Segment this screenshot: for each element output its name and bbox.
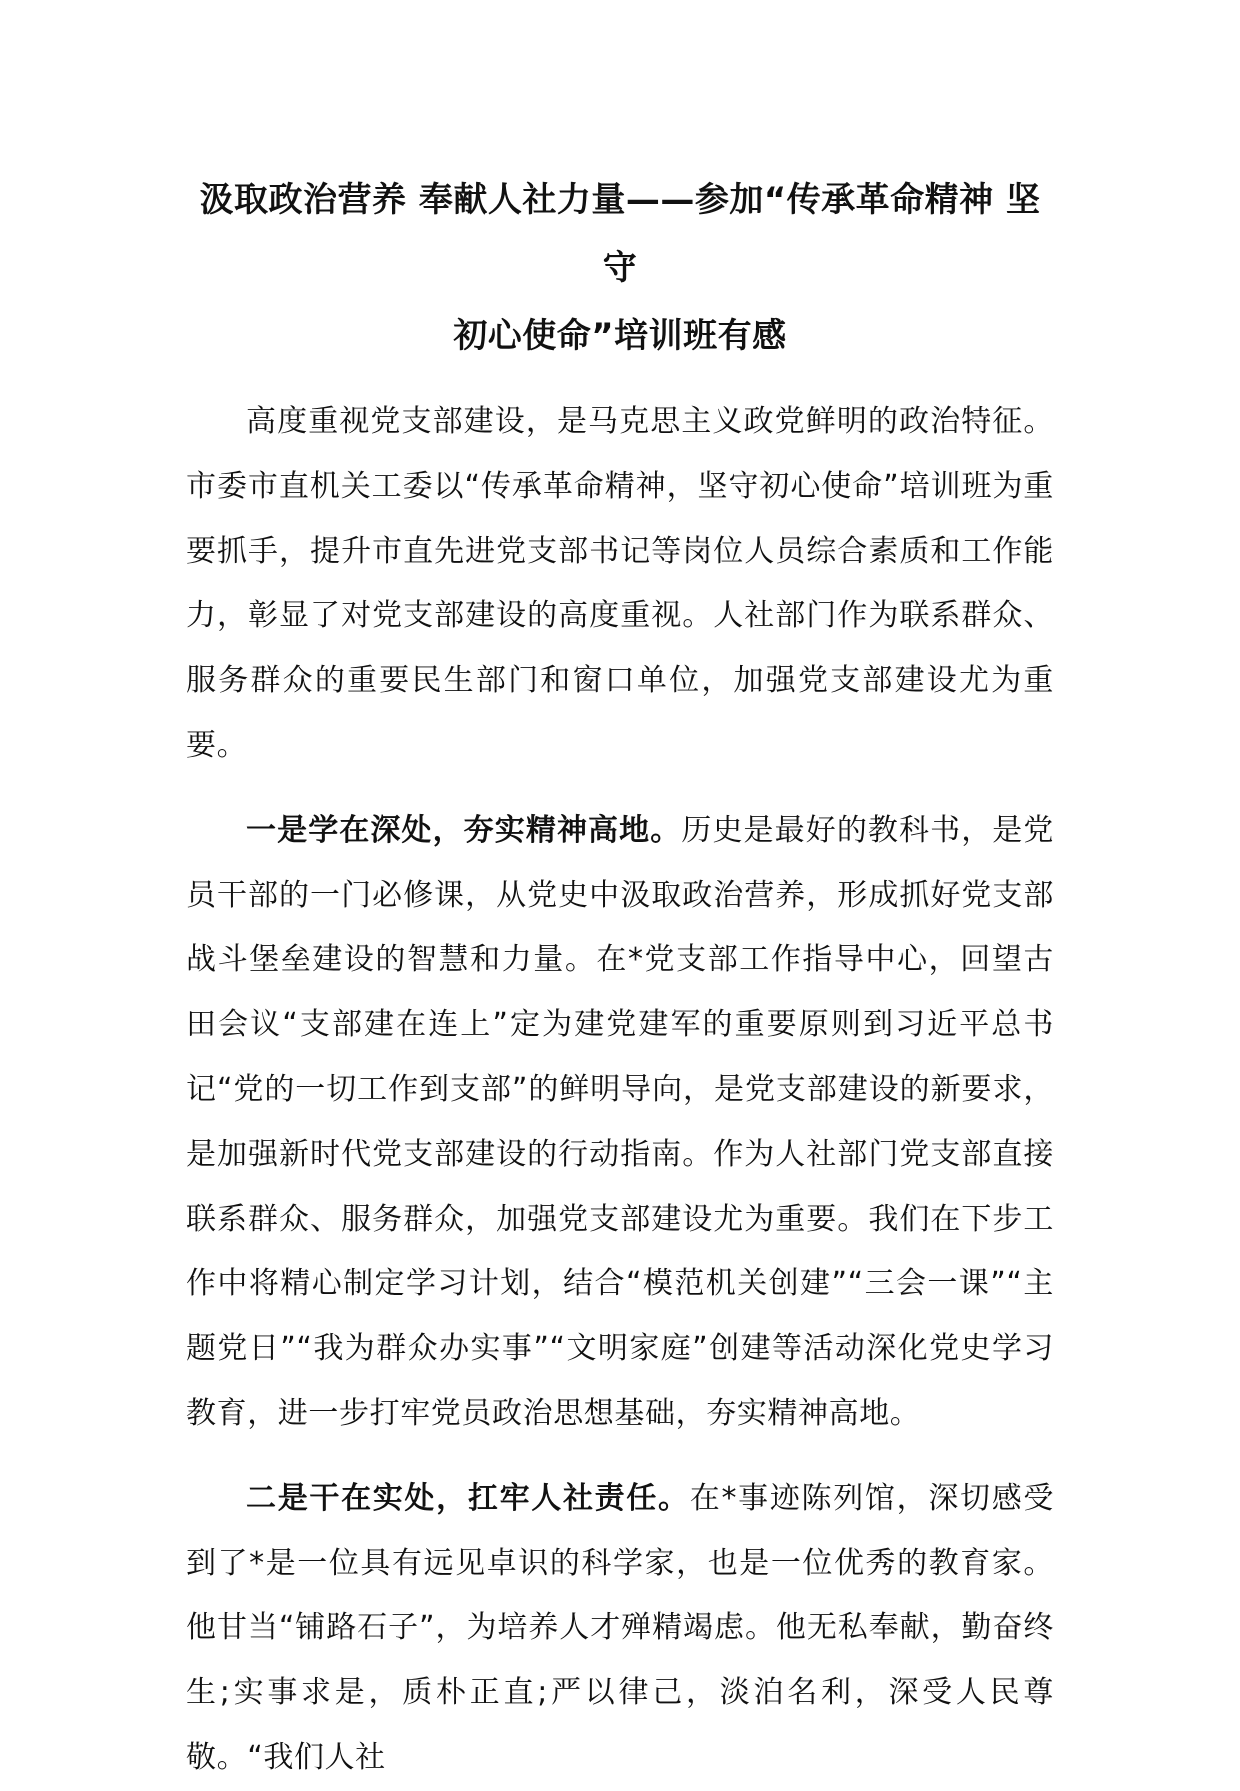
title-line-1: 汲取政治营养 奉献人社力量——参加“传承革命精神 坚守	[199, 180, 1041, 288]
paragraph-one-text: 历史是最好的教科书，是党员干部的一门必修课，从党史中汲取政治营养，形成抓好党支部战斗堡垒建设的智慧和力量。在*党支部工作指导中心，回望古田会议“支部建在连上”定为建党建军的重要原则到习近平总书记“党的一切工作到支部”的鲜明导向，是党支部建设的新要求，是加强新时代党支部建设的行动指南。作为人社部门党支部直接联系群众、服务群众，加强党支部建设尤为重要。我们在下步工作中将精心制定学习计划，结合“模范机关创建”“三会一课”“主题党日”“我为群众办实事”“文明家庭”创建等活动深化党史学习教育，进一步打牢党员政治思想基础，夯实精神高地。	[186, 812, 1054, 1431]
paragraph-intro-text: 高度重视党支部建设，是马克思主义政党鲜明的政治特征。市委市直机关工委以“传承革命精神，坚守初心使命”培训班为重要抓手，提升市直先进党支部书记等岗位人员综合素质和工作能力，彰显了对党支部建设的高度重视。人社部门作为联系群众、服务群众的重要民生部门和窗口单位，加强党支部建设尤为重要。	[186, 404, 1054, 763]
paragraph-two-text: 在*事迹陈列馆，深切感受到了*是一位具有远见卓识的科学家，也是一位优秀的教育家。他甘当“铺路石子”，为培养人才殚精竭虑。他无私奉献，勤奋终生;实事求是，质朴正直;严以律己，淡泊名利，深受人民尊敬。“我们人社	[186, 1480, 1055, 1775]
paragraph-intro	[186, 390, 1054, 779]
paragraph-two	[186, 1467, 1054, 1791]
paragraph-two-lead: 二是干在实处，扛牢人社责任。	[246, 1480, 690, 1516]
paragraph-one	[186, 799, 1054, 1447]
document-page	[186, 166, 1054, 1791]
paragraph-one-lead: 一是学在深处，夯实精神高地。	[246, 812, 682, 848]
title-line-2: 初心使命”培训班有感	[453, 316, 787, 356]
document-title	[186, 166, 1054, 370]
